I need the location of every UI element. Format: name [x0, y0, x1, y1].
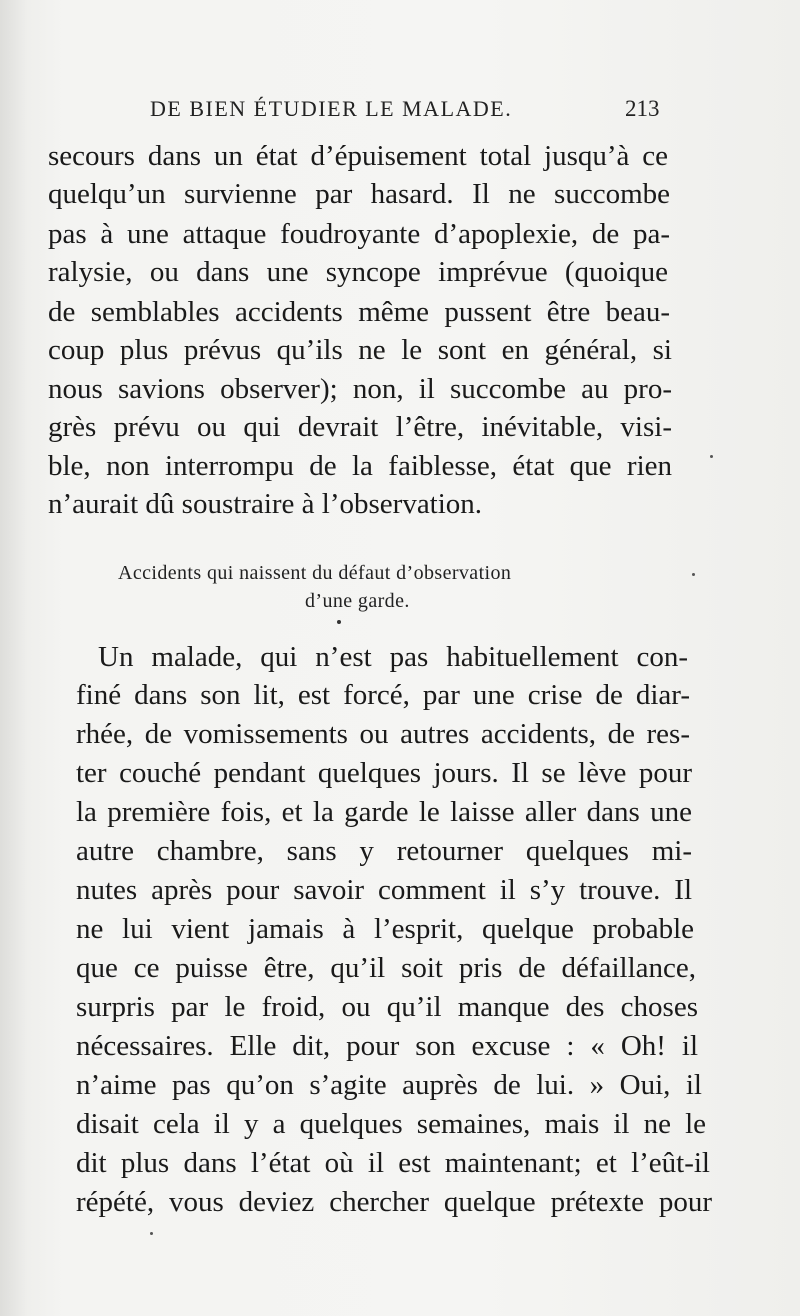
running-head: DE BIEN ÉTUDIER LE MALADE.: [150, 96, 513, 121]
page-number: 213: [625, 96, 660, 121]
section-heading-line-2: d’une garde.: [305, 590, 410, 612]
text-line: secours dans un état d’épuisement total jusqu’à ce: [48, 140, 668, 172]
text-line: Un malade, qui n’est pas habituellement con-: [98, 641, 688, 673]
text-line: n’aime pas qu’on s’agite auprès de lui. » Oui, il: [76, 1069, 702, 1101]
ornament-dot: [337, 620, 341, 624]
page-gutter-shadow: [0, 0, 28, 1316]
print-speck: [150, 1232, 153, 1235]
text-line: finé dans son lit, est forcé, par une crise de diar-: [76, 679, 690, 711]
text-line: que ce puisse être, qu’il soit pris de défaillance,: [76, 952, 696, 984]
text-line: disait cela il y a quelques semaines, mais il ne le: [76, 1108, 706, 1140]
text-line: de semblables accidents même pussent être beau-: [48, 296, 670, 328]
text-line: dit plus dans l’état où il est maintenant; et l’eût-il: [76, 1147, 710, 1179]
text-line: ralysie, ou dans une syncope imprévue (quoique: [48, 256, 668, 288]
text-line: nous savions observer); non, il succombe au pro-: [48, 373, 672, 405]
text-line: ble, non interrompu de la faiblesse, état que rien: [48, 450, 672, 482]
text-line: surpris par le froid, ou qu’il manque des choses: [76, 991, 698, 1023]
text-line: la première fois, et la garde le laisse aller dans une: [76, 796, 692, 828]
text-line: quelqu’un survienne par hasard. Il ne succombe: [48, 178, 670, 210]
text-line: pas à une attaque foudroyante d’apoplexie, de pa-: [48, 218, 670, 250]
text-line: ter couché pendant quelques jours. Il se lève pour: [76, 757, 692, 789]
text-line: grès prévu ou qui devrait l’être, inévitable, visi-: [48, 411, 672, 443]
text-line: nutes après pour savoir comment il s’y trouve. Il: [76, 874, 692, 906]
text-line: nécessaires. Elle dit, pour son excuse : « Oh! il: [76, 1030, 698, 1062]
text-line: rhée, de vomissements ou autres accidents, de res-: [76, 718, 690, 750]
print-speck: [692, 573, 695, 576]
print-speck: [710, 455, 713, 458]
text-line: coup plus prévus qu’ils ne le sont en général, si: [48, 334, 672, 366]
section-heading-line-1: Accidents qui naissent du défaut d’observation: [118, 562, 512, 584]
text-line: n’aurait dû soustraire à l’observation.: [48, 488, 483, 520]
text-line: autre chambre, sans y retourner quelques mi-: [76, 835, 692, 867]
text-line: répété, vous deviez chercher quelque prétexte pour: [76, 1186, 712, 1218]
text-line: ne lui vient jamais à l’esprit, quelque probable: [76, 913, 694, 945]
